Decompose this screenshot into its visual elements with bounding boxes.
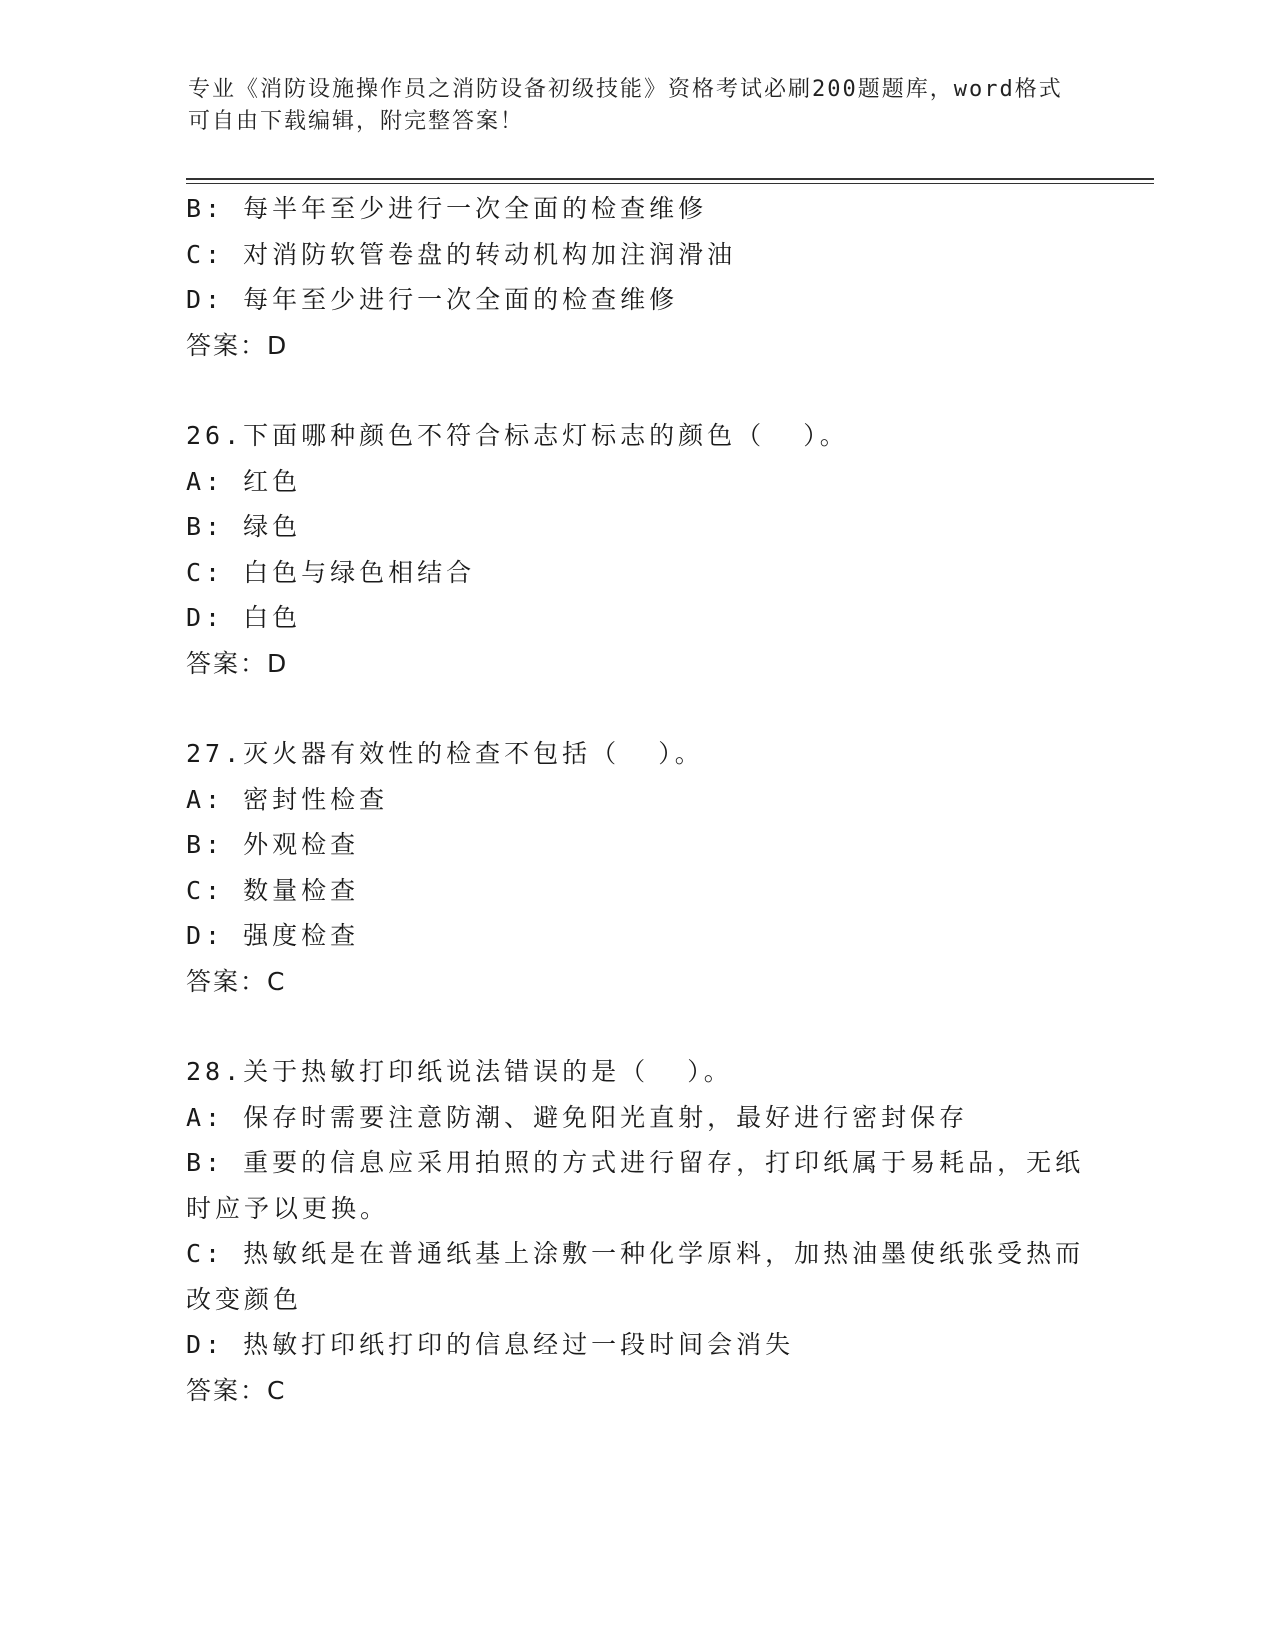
question-title: 27.灭火器有效性的检查不包括（ ）。 [186,739,704,768]
option-d: D: 每年至少进行一次全面的检查维修 [186,285,679,314]
option-b: B: 外观检查 [186,830,360,859]
option-c: C: 白色与绿色相结合 [186,557,476,587]
option-b: B: 每半年至少进行一次全面的检查维修 [186,194,708,223]
question-title: 26.下面哪种颜色不符合标志灯标志的颜色（ ）。 [186,421,849,450]
question-title: 28.关于热敏打印纸说法错误的是（ ）。 [186,1057,733,1086]
answer: 答案：D [186,648,289,678]
answer: 答案：C [186,1375,287,1405]
option-c: C: 数量检查 [186,875,360,905]
answer: 答案：C [186,966,287,996]
question-25-continued [186,186,1086,368]
option-d: D: 强度检查 [186,921,360,950]
header-rule-thick [186,178,1154,180]
document-header: 专业《消防设施操作员之消防设备初级技能》资格考试必刷200题题库，word格式可自由下载编辑，附完整答案！ [188,77,1063,134]
option-c: C: 对消防软管卷盘的转动机构加注润滑油 [186,239,737,269]
option-b: B: 重要的信息应采用拍照的方式进行留存，打印纸属于易耗品，无纸时应予以更换。 [186,1148,1085,1223]
question-27 [186,731,1086,1004]
option-a: A: 红色 [186,466,302,496]
question-content [186,186,1086,1413]
option-d: D: 热敏打印纸打印的信息经过一段时间会消失 [186,1330,795,1359]
option-a: A: 保存时需要注意防潮、避免阳光直射，最好进行密封保存 [186,1102,969,1132]
option-b: B: 绿色 [186,512,302,541]
header-rule-thin [186,183,1154,184]
question-26 [186,413,1086,686]
answer: 答案：D [186,330,289,360]
option-d: D: 白色 [186,603,302,632]
option-c: C: 热敏纸是在普通纸基上涂敷一种化学原料，加热油墨使纸张受热而改变颜色 [186,1239,1085,1314]
question-28 [186,1049,1086,1413]
option-a: A: 密封性检查 [186,784,389,814]
